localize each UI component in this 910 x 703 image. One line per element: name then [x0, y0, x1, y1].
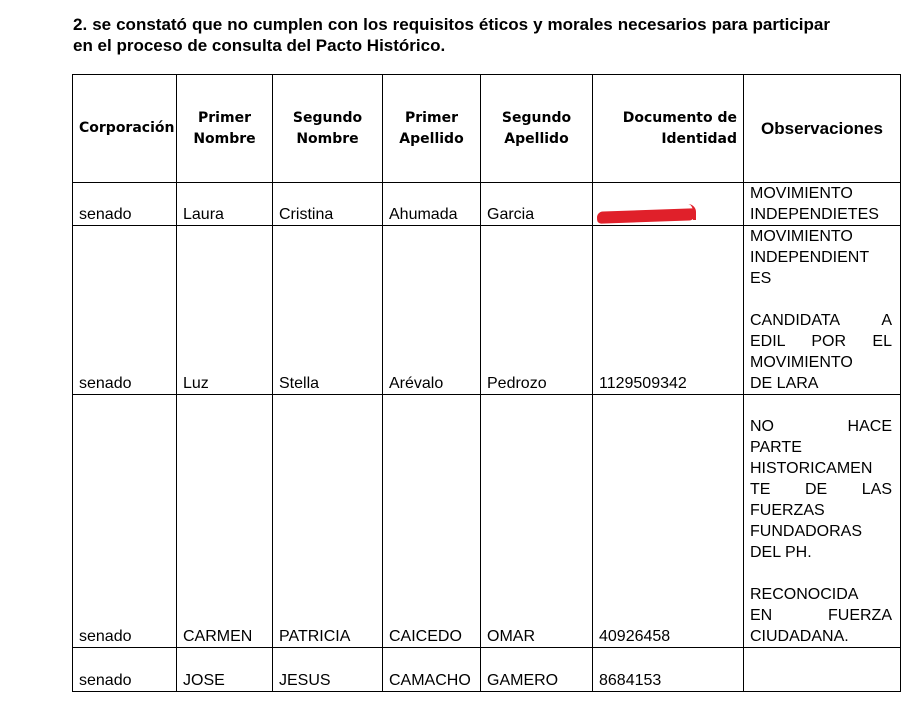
cell-primer-nombre: Laura: [177, 183, 273, 226]
cell-primer-apellido: CAICEDO: [383, 395, 481, 648]
table-row: [73, 648, 901, 692]
cell-documento: 40926458: [593, 395, 744, 648]
obs-line: MOVIMIENTO: [750, 354, 853, 371]
obs-line: MOVIMIENTO: [750, 228, 853, 245]
obs-line: INDEPENDIETES: [750, 206, 879, 223]
header-segundo-apellido: Segundo Apellido: [481, 75, 593, 183]
cell-segundo-nombre: Stella: [273, 226, 383, 395]
cell-observaciones: [744, 183, 901, 226]
obs-line: MOVIMIENTO: [750, 185, 853, 202]
obs-line: CANDIDATA A: [750, 312, 892, 329]
cell-observaciones: [744, 226, 901, 395]
cell-primer-apellido: Ahumada: [383, 183, 481, 226]
redaction-mark: [599, 204, 603, 225]
cell-segundo-apellido: OMAR: [481, 395, 593, 648]
cell-segundo-apellido: Garcia: [481, 183, 593, 226]
obs-line: INDEPENDIENT: [750, 249, 870, 266]
cell-segundo-apellido: Pedrozo: [481, 226, 593, 395]
header-primer-apellido: Primer Apellido: [383, 75, 481, 183]
header-corporacion: Corporación: [73, 75, 177, 183]
cell-documento: 1129509342: [593, 226, 744, 395]
obs-line: DEL PH.: [750, 544, 812, 561]
obs-line: FUERZAS: [750, 502, 825, 519]
cell-segundo-nombre: PATRICIA: [273, 395, 383, 648]
header-documento: Documento de Identidad: [593, 75, 744, 183]
obs-line: NO HACE: [750, 418, 892, 435]
candidates-table: [72, 74, 901, 692]
cell-segundo-nombre: JESUS: [273, 648, 383, 692]
cell-corporacion: senado: [73, 226, 177, 395]
cell-corporacion: senado: [73, 395, 177, 648]
cell-documento: 8684153: [593, 648, 744, 692]
table-row: [73, 395, 901, 648]
table-row: [73, 183, 901, 226]
cell-corporacion: senado: [73, 183, 177, 226]
obs-line: EDIL POR EL: [750, 333, 892, 350]
obs-line: RECONOCIDA: [750, 586, 859, 603]
header-row: [73, 75, 901, 183]
section-heading: 2. se constató que no cumplen con los requisitos éticos y morales necesarios para participar en el proceso de consulta del Pacto Histórico.: [73, 15, 830, 55]
obs-line: DE LARA: [750, 375, 819, 392]
header-observaciones: Observaciones: [744, 75, 901, 183]
obs-line: TE DE LAS: [750, 481, 892, 498]
obs-line: CIUDADANA.: [750, 628, 849, 645]
cell-primer-nombre: JOSE: [177, 648, 273, 692]
header-segundo-nombre: Segundo Nombre: [273, 75, 383, 183]
obs-line: FUNDADORAS: [750, 523, 863, 540]
cell-corporacion: senado: [73, 648, 177, 692]
cell-segundo-apellido: GAMERO: [481, 648, 593, 692]
cell-primer-nombre: Luz: [177, 226, 273, 395]
table-row: [73, 226, 901, 395]
cell-primer-apellido: Arévalo: [383, 226, 481, 395]
cell-primer-nombre: CARMEN: [177, 395, 273, 648]
cell-documento: [593, 183, 744, 226]
cell-primer-apellido: CAMACHO: [383, 648, 481, 692]
cell-segundo-nombre: Cristina: [273, 183, 383, 226]
header-primer-nombre: Primer Nombre: [177, 75, 273, 183]
obs-line: EN FUERZA: [750, 607, 892, 624]
obs-line: ES: [750, 270, 772, 287]
cell-observaciones: [744, 648, 901, 692]
cell-observaciones: [744, 395, 901, 648]
obs-line: HISTORICAMEN: [750, 460, 873, 477]
obs-line: PARTE: [750, 439, 802, 456]
